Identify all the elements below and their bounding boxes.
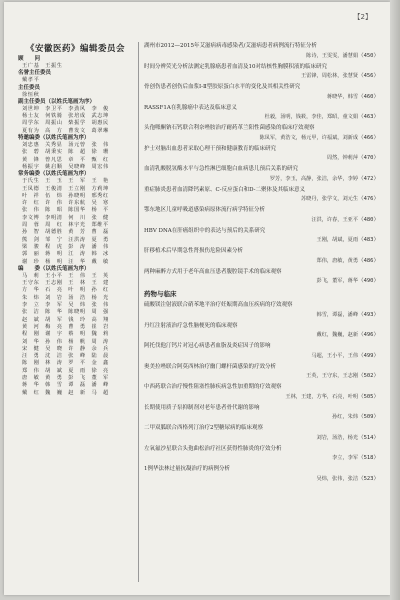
toc-author-names: 吴炜，张伟，张洁 <box>316 475 359 482</box>
toc-entry-author <box>144 277 379 285</box>
page-edge <box>390 0 400 600</box>
toc-page-number: （480） <box>358 216 379 223</box>
toc-page-number: （493） <box>358 311 379 318</box>
toc-entry-title: 1例华法林过量抗凝治疗的病例分析 <box>144 466 231 472</box>
toc-page-number: （496） <box>358 332 379 338</box>
toc-page-number: （470） <box>358 155 379 161</box>
toc-page-number: （514） <box>358 434 379 441</box>
toc-author-names: 孙红，朱炜 <box>332 414 359 420</box>
toc-entry-title: 血清乳酸脱氢酶水平与急性淋巴细胞白血病患儿预后关系的研究 <box>144 166 299 172</box>
board-section-label: 副主任委员（以姓氏笔画为序） <box>18 98 96 105</box>
toc-author-names: 杜毅，汤明，钱筱，李佳，郑昭，童文娟 <box>264 114 359 120</box>
toc-entry-author <box>144 311 379 319</box>
toc-entry <box>144 124 379 142</box>
toc-entry-author <box>144 93 379 101</box>
toc-entry-title: 骨创伤患者创伤后血浆Ⅰ-Ⅱ型胶原蛋白水平的变化及其相关性研究 <box>144 84 301 90</box>
toc-page-number: （502） <box>358 373 379 379</box>
toc-entry-author <box>144 113 379 121</box>
toc-entry-title: 湖州市2012—2015年艾滋病病毒感染者/艾滋病患者病例流行特征分析 <box>144 43 317 49</box>
toc-entry <box>144 83 379 101</box>
toc-author-names: 王雷锋，周松林，张慧贤 <box>300 73 359 79</box>
toc-author-names: 刘岩，汤浩，杨光 <box>316 434 359 441</box>
board-section-names: 于氏生 王 玉 王 军 王 艳 王凤德 王俊清 王立刚 方莉坤 叶 祥 伍 炜 孙晓明 邢秀红 许 红 许 伟 许东航 吴 寒 张 伟 陈 昭 陈国华 杨 平 李文博 李明清 何 川 张 健 周 蓉 周 红 林宇光 郑维平 孙 智 胡德胜 黄 芳 曹 磊 熊 剑 邹 宁 汪洪涛 夏 勇 梁 骏 程 虎 彭 涛 潘 伟 郭 丽 蒋 明 江 涛 韩 冰 谢 珍 杨 明 汪 华 戴 敏 <box>22 178 109 265</box>
toc-entry <box>144 268 379 286</box>
toc-entry <box>144 404 379 422</box>
toc-page-number: （466） <box>358 134 379 141</box>
toc-page-number: （490） <box>358 278 379 284</box>
toc-entry-title: 鄂东地区儿童呼吸道感染病原体流行病学特征分析 <box>144 207 266 213</box>
toc-page-number: （450） <box>358 52 379 59</box>
toc-entry-title: HBV DNA在肝癌组织中的表达与预后的关系研究 <box>144 227 266 234</box>
board-section-names: 刘忠惠 关秀显 汤元曾 张 伟 张 碧 胡秉实 陈 超 徐 珊 黄 锋 曾凡思 章 平 甄 红 杨振宇 姚启顺 吴晓峰 周宏伟 <box>22 142 109 170</box>
toc-entry-title: 丹红注射液治疗急性脑梗死的临床观察 <box>144 322 238 329</box>
toc-entry <box>144 145 379 163</box>
toc-page-number: （483） <box>358 237 379 243</box>
toc-entry-author <box>144 257 379 265</box>
board-section-names: 刘世坤 李卫平 李劲风 李 俊 杨士友 何铁骑 张培成 武志坤 周学东 周振山 柴振学 胡惠民 夏有为 高 方 曹发文 葛翠琳 <box>22 105 109 134</box>
board-section-names: 徐恒秋 <box>22 91 40 98</box>
board-section-label: 主任委员 <box>18 84 41 91</box>
board-section-names: 王广基 王振生 <box>22 63 63 69</box>
toc-entry-title: 左氧氟沙星联合头孢曲松治疗社区获得性肺炎的疗效分析 <box>144 445 282 452</box>
toc-entry <box>144 322 379 340</box>
toc-entry <box>144 42 379 60</box>
toc-entry <box>144 63 379 81</box>
toc-entry-title: 长期使用质子泵抑制剂对老年患者骨代谢的影响 <box>144 404 260 411</box>
board-section-label: 编 委（以姓氏笔画为序） <box>18 265 90 272</box>
toc-entry-title: 两种麻醉方式用于老年高血压患者腹腔镜手术的临床观察 <box>144 268 282 275</box>
toc-author-names: 蒋晓华，韩雪 <box>326 93 359 100</box>
toc-entry <box>144 165 379 183</box>
toc-entry <box>144 206 379 224</box>
toc-entry-title: 阿托伐他汀钙片对冠心病患者血脂及炎症因子的影响 <box>144 343 271 349</box>
toc-author-names: 陈凤军，黄浩文，杨元甲，许福斌，刘新成 <box>259 134 359 141</box>
toc-page-number: （463） <box>358 114 379 120</box>
toc-author-names: 汪洪，许春，王亚平 <box>311 216 359 223</box>
toc-entry-author <box>144 175 379 183</box>
journal-page <box>4 2 390 595</box>
column-divider <box>138 42 139 582</box>
toc-entry-author <box>144 352 379 360</box>
toc-author-names: 王英，王守东，王志刚 <box>306 373 359 379</box>
toc-entry <box>144 227 379 245</box>
toc-entry-title: 奥美拉唑联合阿莫西林治疗幽门螺杆菌感染的疗效分析 <box>144 363 277 370</box>
board-section-label: 特邀编委（以姓氏笔画为序） <box>18 135 90 142</box>
toc-entry <box>144 424 379 442</box>
board-member-list <box>18 56 133 397</box>
toc-entry <box>144 445 379 463</box>
toc-page-number: （486） <box>358 257 379 264</box>
toc-entry <box>144 186 379 204</box>
toc-author-names: 韩雪，谭磊，潘峰 <box>316 311 359 318</box>
toc-entry-author <box>144 372 379 380</box>
toc-list-2 <box>144 301 379 483</box>
toc-page-number: （518） <box>358 455 379 461</box>
toc-list <box>144 42 379 285</box>
board-section-label: 常务编委（以姓氏笔画为序） <box>18 171 90 178</box>
toc-author-names: 苏晓丹，张学文，刘元生 <box>300 196 359 202</box>
toc-entry-author <box>144 475 379 483</box>
toc-entry-title: 中西药联合治疗慢性阻塞性肺疾病急性加重期的疗效观察 <box>144 384 282 390</box>
toc-entry-author <box>144 331 379 339</box>
toc-author-names: 周然，钟莉萍 <box>326 155 359 161</box>
section-heading: 药物与临床 <box>144 290 177 298</box>
toc-entry-author <box>144 195 379 203</box>
toc-page-number: （499） <box>358 352 379 359</box>
toc-page-number: （460） <box>358 93 379 100</box>
toc-entry <box>144 301 379 319</box>
toc-entry-author <box>144 72 379 80</box>
toc-page-number: （523） <box>358 475 379 482</box>
toc-entry <box>144 363 379 381</box>
toc-entry-title: 重症肺炎患者血清降钙素原、C-反应蛋白和D-二聚体及其临床意义 <box>144 186 305 193</box>
toc-entry-title: 二甲双胍联合西格列汀治疗2型糖尿病的临床观察 <box>144 425 264 431</box>
toc-entry-author <box>144 52 379 60</box>
toc-author-names: 王刚，胡斌，夏雨 <box>316 237 359 243</box>
toc-page-number: （476） <box>358 196 379 202</box>
board-section-names: 戴孝平 <box>22 77 40 84</box>
toc-entry-title: 硫酸镁注射液联合硝苯地平治疗妊娠期高血压疾病的疗效观察 <box>144 302 293 308</box>
toc-page-number: （472） <box>358 175 379 182</box>
toc-entry <box>144 104 379 122</box>
toc-entry-title: 肝移植术后早期急性肾损伤危险因素分析 <box>144 248 244 254</box>
toc-entry-title: RASSF1A在乳腺癌中表达及临床意义 <box>144 104 237 111</box>
toc-author-names: 陈诗，王雯雯，潘慧娟 <box>306 52 359 59</box>
toc-entry-author <box>144 434 379 442</box>
toc-entry-author <box>144 236 379 244</box>
toc-entry-author <box>144 393 379 401</box>
toc-entry-author <box>144 134 379 142</box>
committee-title: 《安徽医药》编辑委员会 <box>25 44 125 54</box>
toc-entry-title: 时间分辨荧光分析法测定乳腺癌患者血清及10对结核性胸膜积液的临床研究 <box>144 63 328 70</box>
editorial-board-column <box>18 42 133 397</box>
toc-author-names: 彭飞，董军，蒋华 <box>316 278 359 284</box>
toc-entry-author <box>144 154 379 162</box>
page-number: 【2】 <box>353 13 372 21</box>
toc-author-names: 戴红，魏巍，赵新 <box>316 332 359 338</box>
toc-author-names: 李立，李军 <box>332 455 359 461</box>
toc-entry-title: 护士对脑出血患者采取心理干预和健康教育的临床研究 <box>144 145 277 152</box>
toc-entry-author <box>144 413 379 421</box>
toc-entry-author <box>144 454 379 462</box>
toc-entry-title: 头孢哌酮钠石钙联合利奈唑胺治疗耐药革兰阳性菌感染的临床疗效观察 <box>144 125 315 131</box>
board-section-label: 名誉主任委员 <box>18 70 52 77</box>
toc-author-names: 马超，王小平，王伟 <box>311 352 359 359</box>
toc-entry <box>144 383 379 401</box>
board-section-names: 马 莉 王小平 王 伟 王 英 王守东 王志刚 王 林 王 建 方 华 石 亮 叶 明 孙 红 朱 炜 刘 岩 汤 浩 杨 光 李 立 李 军 吴 炜 张 伟 张 洁 陈 华 陈晓明 周 强 赵 斌 胡 军 钱 玲 高 翔 黄 河 梅 亮 曹 勇 崔 岩 程 刚 谢 宇 蔡 明 魏 莉 刘 华 孙 伟 杨 帆 周 涛 宋 健 吴 晓 许 静 余 兵 汪 勇 沈 洁 张 峰 陆 晨 陈 刚 林 涛 罗 平 金 鑫 郑 伟 胡 斌 夏 雨 徐 亮 唐 敏 黄 勇 彭 飞 董 军 蒋 华 韩 雪 谭 磊 潘 峰 戴 红 魏 巍 赵 新 马 超 <box>22 272 109 396</box>
board-section-label: 顾 问 <box>18 56 41 62</box>
toc-author-names: 王林，王建，方华，石亮，叶明 <box>285 393 359 400</box>
table-of-contents <box>144 42 379 486</box>
toc-entry <box>144 465 379 483</box>
toc-author-names: 罗芳，李玉，高静，张洁，余华，李婷 <box>269 175 359 182</box>
toc-entry <box>144 342 379 360</box>
toc-entry-author <box>144 216 379 224</box>
toc-page-number: （505） <box>358 393 379 400</box>
toc-page-number: （456） <box>358 73 379 79</box>
toc-entry <box>144 247 379 265</box>
toc-author-names: 郑伟，唐敏，黄勇 <box>316 257 359 264</box>
toc-page-number: （509） <box>358 414 379 420</box>
